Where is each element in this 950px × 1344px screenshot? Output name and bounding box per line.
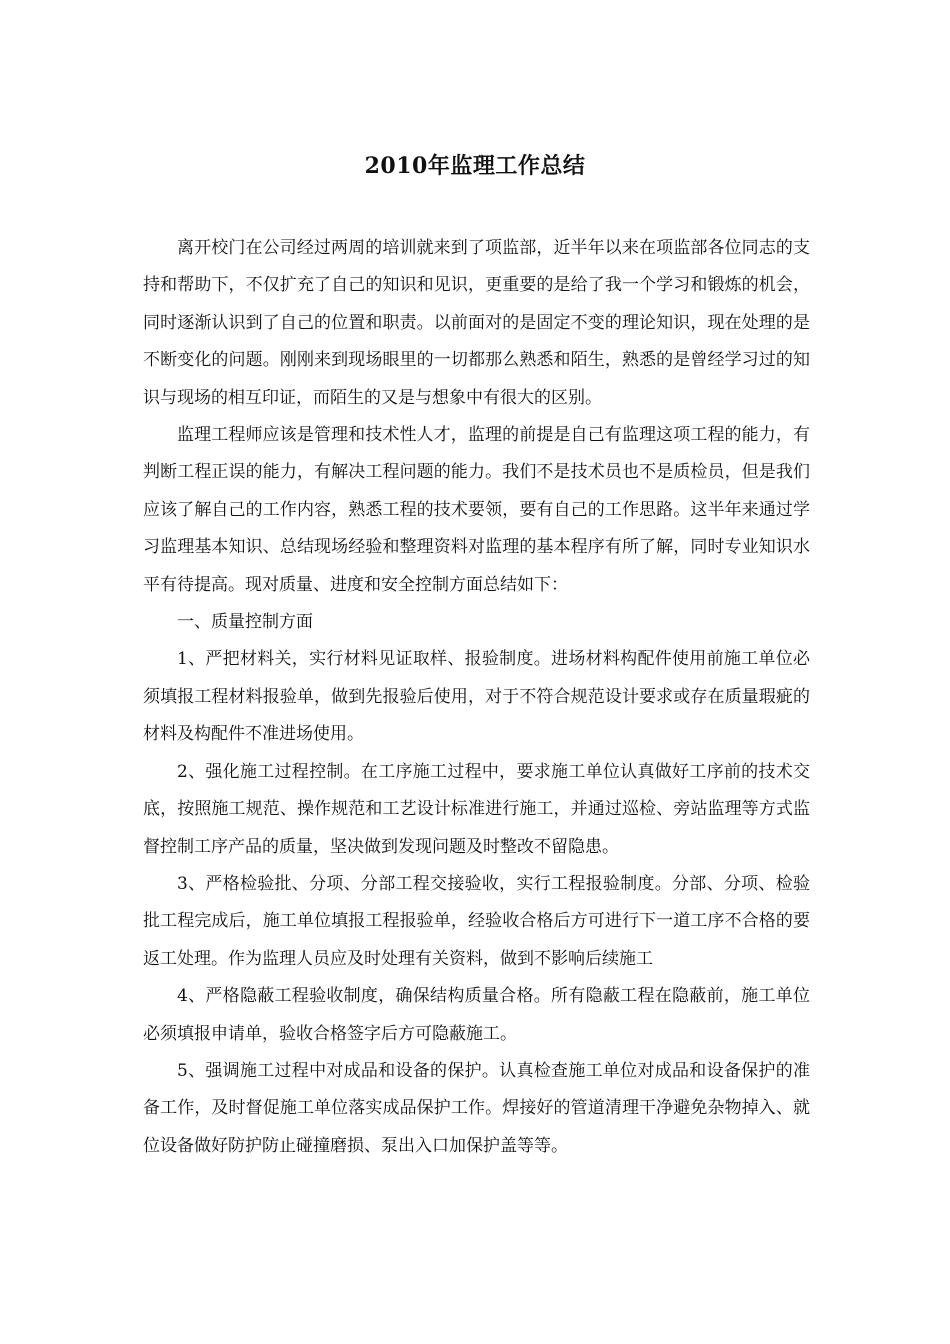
- paragraph-role: 监理工程师应该是管理和技术性人才，监理的前提是自己有监理这项工程的能力，有判断工程正误的能力，有解决工程问题的能力。我们不是技术员也不是质检员，但是我们应该了解自己的工作内容，熟悉工程的技术要领，要有自己的工作思路。这半年来通过学习监理基本知识、总结现场经验和整理资料对监理的基本程序有所了解，同时专业知识水平有待提高。现对质量、进度和安全控制方面总结如下：: [143, 425, 810, 595]
- paragraph-item-3: 3、严格检验批、分项、分部工程交接验收，实行工程报验制度。分部、分项、检验批工程完成后，施工单位填报工程报验单，经验收合格后方可进行下一道工序不合格的要返工处理。作为监理人员应及时处理有关资料，做到不影响后续施工: [143, 873, 810, 969]
- paragraph-item-5: 5、强调施工过程中对成品和设备的保护。认真检查施工单位对成品和设备保护的准备工作，及时督促施工单位落实成品保护工作。焊接好的管道清理干净避免杂物掉入、就位设备做好防护防止碰撞磨损、泵出入口加保护盖等等。: [143, 1060, 810, 1156]
- section-heading-quality: 一、质量控制方面: [177, 612, 313, 633]
- paragraph-item-1: 1、严把材料关，实行材料见证取样、报验制度。进场材料构配件使用前施工单位必须填报工程材料报验单，做到先报验后使用，对于不符合规范设计要求或存在质量瑕疵的材料及构配件不准进场使用。: [143, 649, 810, 745]
- paragraph-item-2: 2、强化施工过程控制。在工序施工过程中，要求施工单位认真做好工序前的技术交底，按照施工规范、操作规范和工艺设计标准进行施工，并通过巡检、旁站监理等方式监督控制工序产品的质量，坚决做到发现问题及时整改不留隐患。: [143, 761, 810, 857]
- paragraph-intro: 离开校门在公司经过两周的培训就来到了项监部，近半年以来在项监部各位同志的支持和帮助下，不仅扩充了自己的知识和见识，更重要的是给了我一个学习和锻炼的机会，同时逐渐认识到了自己的位置和职责。以前面对的是固定不变的理论知识，现在处理的是不断变化的问题。刚刚来到现场眼里的一切都那么熟悉和陌生，熟悉的是曾经学习过的知识与现场的相互印证，而陌生的又是与想象中有很大的区别。: [143, 238, 810, 408]
- document-body: [143, 230, 810, 1165]
- paragraph-item-4: 4、严格隐蔽工程验收制度，确保结构质量合格。所有隐蔽工程在隐蔽前，施工单位必须填报申请单，验收合格签字后方可隐蔽施工。: [143, 986, 810, 1044]
- document-title: 2010年监理工作总结: [364, 153, 586, 179]
